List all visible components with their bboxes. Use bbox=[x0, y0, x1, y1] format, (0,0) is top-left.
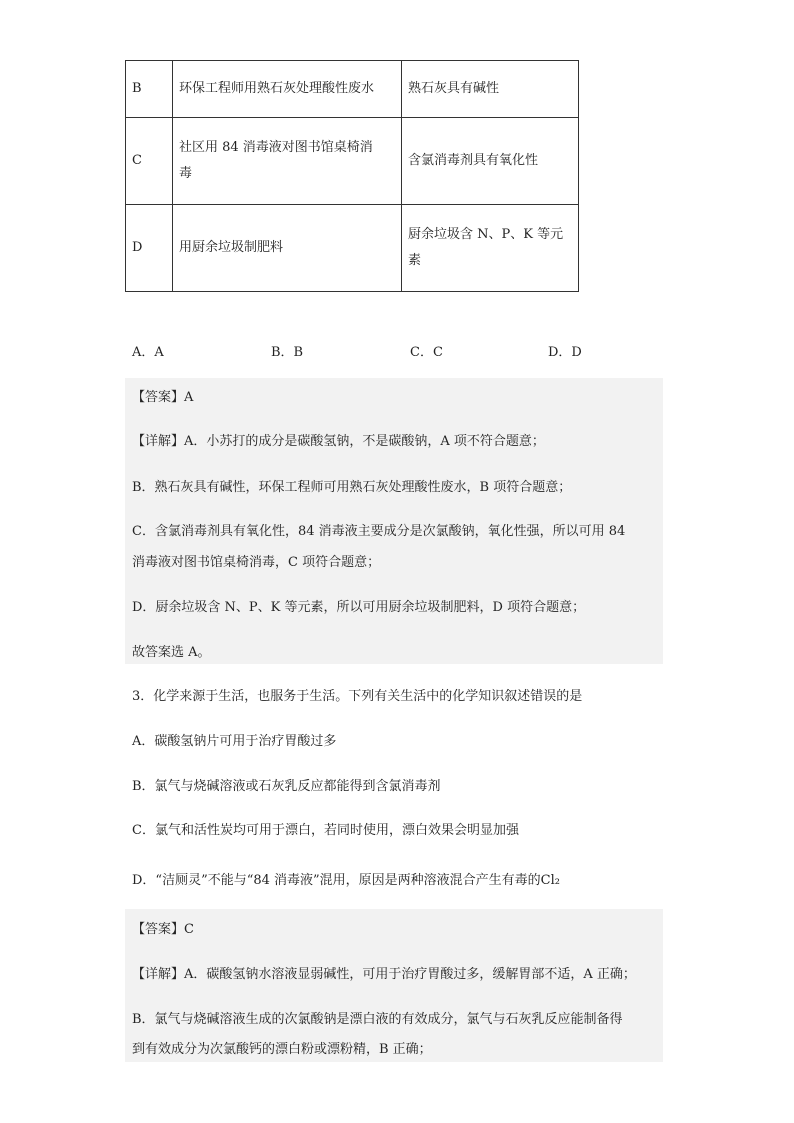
table-row bbox=[126, 118, 579, 205]
row-knowledge-line: 厨余垃圾含 N、P、K 等元 bbox=[408, 227, 564, 242]
row-label: C bbox=[126, 118, 173, 205]
q3-detail-line: 【详解】A．碳酸氢钠水溶液显弱碱性，可用于治疗胃酸过多，缓解胃部不适，A 正确； bbox=[132, 967, 636, 982]
row-label: B bbox=[126, 61, 173, 118]
row-action: 用厨余垃圾制肥料 bbox=[173, 205, 402, 292]
row-action-line: 社区用 84 消毒液对图书馆桌椅消 bbox=[179, 140, 373, 155]
q3-option-d: D．“洁厕灵”不能与“84 消毒液”混用，原因是两种溶液混合产生有毒的Cl₂ bbox=[132, 873, 560, 888]
row-knowledge: 含氯消毒剂具有氧化性 bbox=[402, 118, 579, 205]
row-knowledge bbox=[402, 205, 579, 292]
q2-answer: 【答案】A bbox=[132, 390, 194, 405]
options-table bbox=[125, 60, 579, 292]
option-a: A．A bbox=[132, 345, 164, 360]
row-label: D bbox=[126, 205, 173, 292]
row-knowledge: 熟石灰具有碱性 bbox=[402, 61, 579, 118]
q3-option-c: C．氯气和活性炭均可用于漂白，若同时使用，漂白效果会明显加强 bbox=[132, 823, 519, 838]
q3-stem: 3．化学来源于生活，也服务于生活。下列有关生活中的化学知识叙述错误的是 bbox=[132, 689, 583, 704]
q2-options bbox=[132, 341, 652, 361]
q3-detail-line: 到有效成分为次氯酸钙的漂白粉或漂粉精，B 正确； bbox=[132, 1042, 432, 1057]
option-c: C．C bbox=[410, 345, 443, 360]
q3-detail-line: B．氯气与烧碱溶液生成的次氯酸钠是漂白液的有效成分，氯气与石灰乳反应能制备得 bbox=[132, 1012, 623, 1027]
q3-option-a: A．碳酸氢钠片可用于治疗胃酸过多 bbox=[132, 734, 337, 749]
row-action bbox=[173, 118, 402, 205]
row-action: 环保工程师用熟石灰处理酸性废水 bbox=[173, 61, 402, 118]
q2-detail-line: 消毒液对图书馆桌椅消毒，C 项符合题意； bbox=[132, 555, 381, 570]
row-knowledge-line: 素 bbox=[408, 253, 422, 268]
q2-detail-line: D．厨余垃圾含 N、P、K 等元素，所以可用厨余垃圾制肥料，D 项符合题意； bbox=[132, 600, 586, 615]
q2-detail-line: 故答案选 A。 bbox=[132, 645, 211, 660]
q3-option-b: B．氯气与烧碱溶液或石灰乳反应都能得到含氯消毒剂 bbox=[132, 779, 441, 794]
table-row bbox=[126, 61, 579, 118]
table-row bbox=[126, 205, 579, 292]
option-d: D．D bbox=[548, 345, 582, 360]
q2-detail-line: B．熟石灰具有碱性，环保工程师可用熟石灰处理酸性废水，B 项符合题意； bbox=[132, 480, 572, 495]
q3-answer: 【答案】C bbox=[132, 922, 194, 937]
q2-detail-line: 【详解】A．小苏打的成分是碳酸氢钠，不是碳酸钠，A 项不符合题意； bbox=[132, 434, 545, 449]
option-b: B．B bbox=[271, 345, 304, 360]
row-action-line: 毒 bbox=[179, 166, 193, 181]
q2-detail-line: C．含氯消毒剂具有氧化性，84 消毒液主要成分是次氯酸钠，氧化性强，所以可用 84 bbox=[132, 524, 626, 539]
